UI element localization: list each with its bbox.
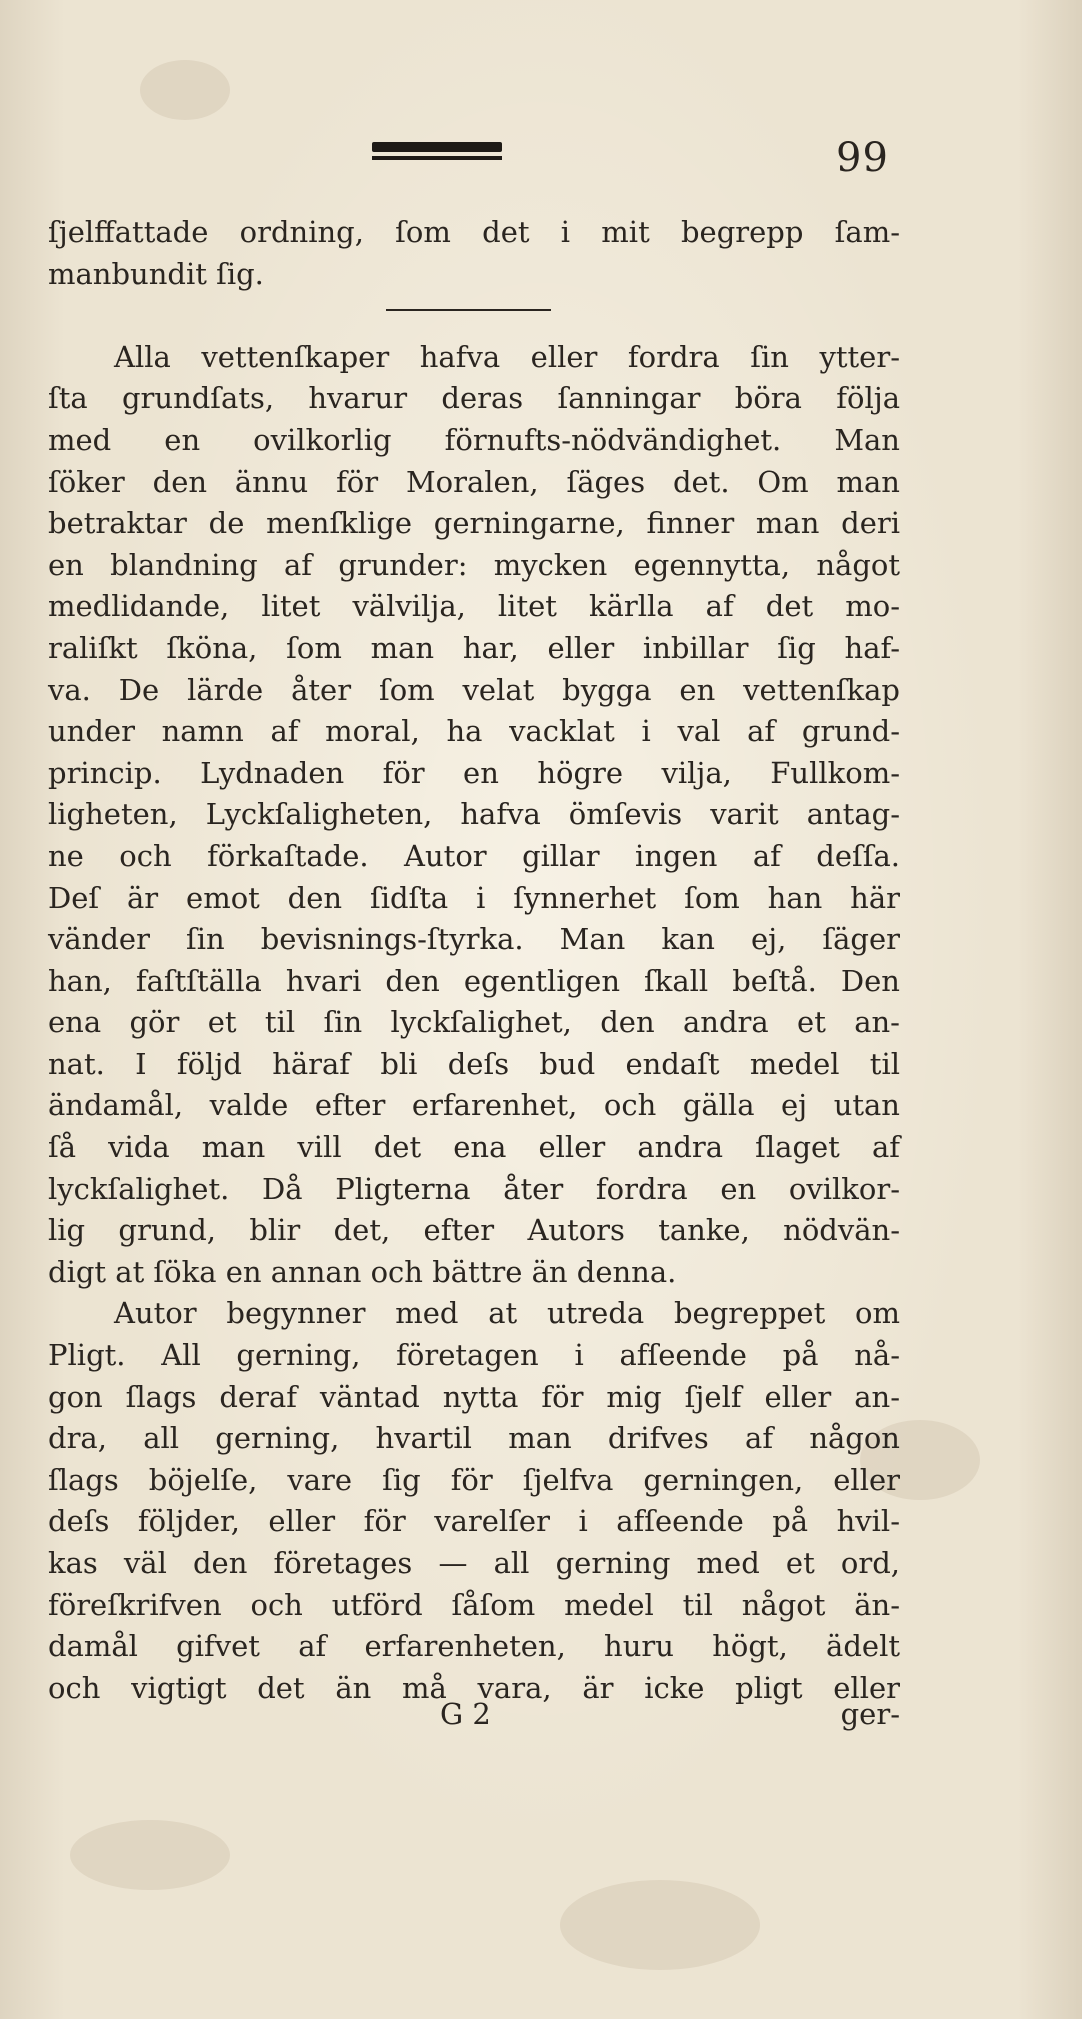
text-line: en blandning af grunder: mycken egennytta, något	[48, 547, 900, 582]
text-line: betraktar de menſklige gerningarne, finner man deri	[48, 506, 900, 541]
section-separator	[48, 295, 900, 337]
text-line: ena gör et til ſin lyckſalighet, den andra et an-	[48, 1005, 900, 1040]
text-line: ligheten, Lyckſaligheten, hafva ömſevis varit antag-	[48, 797, 900, 832]
text-line: ſlags böjelſe, vare ſig för ſjelfva gerningen, eller	[48, 1462, 900, 1497]
text-line: lig grund, blir det, efter Autors tanke, nödvän-	[48, 1213, 900, 1248]
text-line: ſå vida man vill det ena eller andra ſlaget af	[48, 1130, 900, 1165]
text-line: föreſkrifven och utförd ſåſom medel til något än-	[48, 1587, 900, 1622]
text-line: under namn af moral, ha vacklat i val af grund-	[48, 714, 900, 749]
page-number: 99	[836, 135, 889, 181]
text-line: lyckſalighet. Då Pligterna åter fordra en ovilkor-	[48, 1171, 900, 1206]
body-text	[48, 212, 900, 1709]
text-line: ne och förkaſtade. Autor gillar ingen af deſſa.	[48, 838, 900, 873]
text-line: ſöker den ännu för Moralen, ſäges det. Om man	[48, 464, 900, 499]
text-line: gon ſlags deraf väntad nytta för mig ſjelf eller an-	[48, 1379, 900, 1414]
text-line: han, faſtſtälla hvari den egentligen ſkall beſtå. Den	[48, 963, 900, 998]
text-line: ſta grundſats, hvarur deras ſanningar böra följa	[48, 381, 900, 416]
text-line: dra, all gerning, hvartil man drifves af någon	[48, 1421, 900, 1456]
text-line: vänder ſin bevisnings-ſtyrka. Man kan ej, ſäger	[48, 922, 900, 957]
text-line: medlidande, litet välvilja, litet kärlla af det mo-	[48, 589, 900, 624]
page-footer	[48, 1693, 900, 1735]
text-line: ändamål, valde efter erfarenhet, och gälla ej utan	[48, 1088, 900, 1123]
signature-mark: G 2	[440, 1697, 491, 1731]
text-line: Pligt. All gerning, företagen i afſeende på nå-	[48, 1338, 900, 1373]
text-line: kas väl den företages — all gerning med et ord,	[48, 1546, 900, 1580]
paper-stain	[140, 60, 230, 120]
text-line: Deſ är emot den ſidſta i ſynnerhet ſom han här	[48, 880, 900, 915]
text-line: och vigtigt det än må vara, är icke pligt eller	[48, 1670, 900, 1705]
text-line: nat. I följd häraf bli deſs bud endaſt medel til	[48, 1046, 900, 1081]
text-line: manbundit ſig.	[48, 256, 264, 291]
text-line: deſs följder, eller för varelſer i afſeende på hvil-	[48, 1504, 900, 1539]
text-line: Autor begynner med at utreda begreppet om	[114, 1296, 900, 1331]
text-line: princip. Lydnaden för en högre vilja, Fullkom-	[48, 755, 900, 790]
header-ornament-rule	[372, 142, 502, 152]
text-line: raliſkt ſköna, ſom man har, eller inbillar ſig haf-	[48, 630, 900, 665]
paper-stain	[70, 1820, 230, 1890]
text-line: va. De lärde åter ſom velat bygga en vettenſkap	[48, 672, 900, 707]
text-line: digt at ſöka en annan och bättre än denna.	[48, 1254, 677, 1289]
text-line: ſjelffattade ordning, ſom det i mit begrepp ſam-	[48, 215, 900, 249]
catchword: ger-	[840, 1697, 900, 1731]
text-line: damål gifvet af erfarenheten, huru högt, ädelt	[48, 1629, 900, 1664]
text-line: med en ovilkorlig förnufts-nödvändighet. Man	[48, 422, 900, 457]
text-line: Alla vettenſkaper hafva eller fordra ſin ytter-	[114, 339, 900, 374]
paper-stain	[560, 1880, 760, 1970]
